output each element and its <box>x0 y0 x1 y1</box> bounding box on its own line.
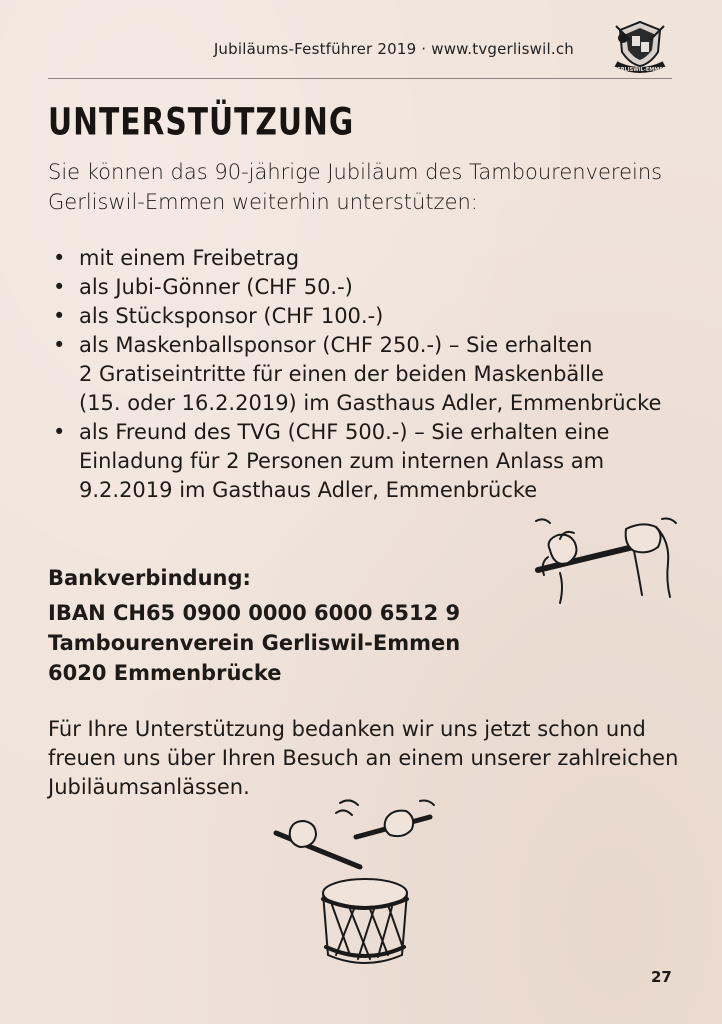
support-options-list <box>48 244 698 505</box>
option-line: als Freund des TVG (CHF 500.-) – Sie erhalten eine <box>79 420 610 444</box>
iban: IBAN CH65 0900 0000 6000 6512 9 <box>48 601 461 625</box>
option-line: Einladung für 2 Personen zum internen Anlass am <box>79 449 605 473</box>
option-line: mit einem Freibetrag <box>79 246 300 270</box>
account-holder: Tambourenverein Gerliswil-Emmen <box>48 631 461 655</box>
list-item <box>48 244 698 273</box>
thanks-paragraph: Für Ihre Unterstützung bedanken wir uns jetzt schon und freuen uns über Ihren Besuch an einem unserer zahlreichen Jubiläumsanlässen. <box>48 717 679 799</box>
page-number: 27 <box>651 968 672 986</box>
list-item <box>48 302 698 331</box>
running-header: Jubiläums-Festführer 2019 · www.tvgerliswil.ch <box>213 40 574 58</box>
option-line: 2 Gratiseintritte für einen der beiden Maskenbälle <box>79 362 604 386</box>
club-logo-text: GERLISWIL-EMMEN <box>613 67 667 73</box>
club-logo-icon <box>610 18 670 78</box>
drum-illustration-icon <box>270 795 440 975</box>
header-divider <box>48 78 672 79</box>
option-line: (15. oder 16.2.2019) im Gasthaus Adler, Emmenbrücke <box>79 391 662 415</box>
list-item <box>48 273 698 302</box>
drumstick-hands-illustration-icon <box>530 515 680 610</box>
intro-paragraph: Sie können das 90-jährige Jubiläum des Tambourenvereins Gerliswil-Emmen weiterhin unterstützen: <box>48 160 663 214</box>
bank-heading: Bankverbindung: <box>48 566 251 590</box>
option-line: als Jubi-Gönner (CHF 50.-) <box>79 275 353 299</box>
bank-details <box>48 598 460 688</box>
bank-address: 6020 Emmenbrücke <box>48 661 282 685</box>
option-line: als Maskenballsponsor (CHF 250.-) – Sie erhalten <box>79 333 593 357</box>
list-item <box>48 418 698 505</box>
option-line: als Stücksponsor (CHF 100.-) <box>79 304 384 328</box>
page-title: UNTERSTÜTZUNG <box>48 100 355 144</box>
list-item <box>48 331 698 418</box>
option-line: 9.2.2019 im Gasthaus Adler, Emmenbrücke <box>79 478 538 502</box>
